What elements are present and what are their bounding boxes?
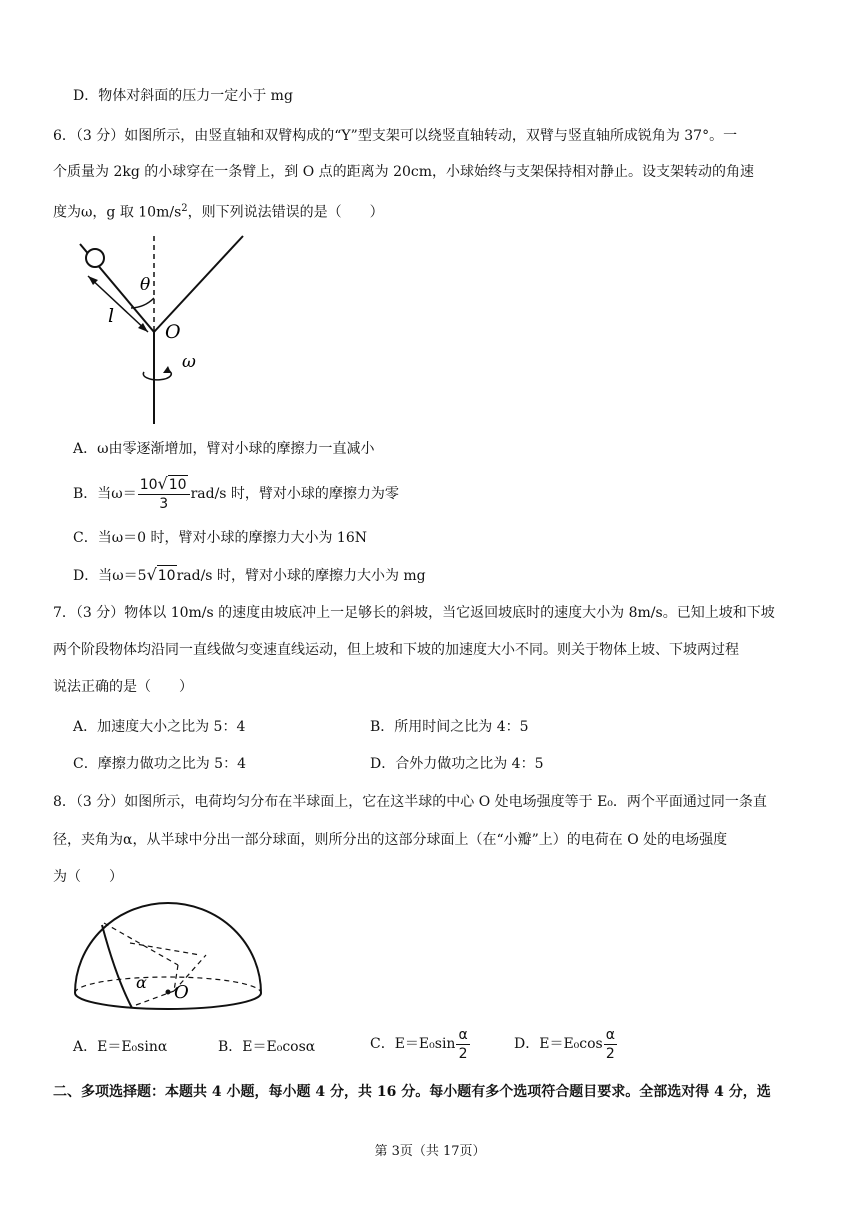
q7-option-a: A．加速度大小之比为 5：4 — [73, 719, 246, 735]
q7-stem-line3: 说法正确的是（ ） — [53, 679, 193, 695]
page-footer: 第 3页（共 17页） — [374, 1144, 486, 1159]
q8-option-b: B．E＝E₀cosα — [218, 1039, 316, 1055]
q6-stem-line1: 6．（3 分）如图所示，由竖直轴和双臂构成的“Y”型支架可以绕竖直轴转动，双臂与竖直轴所成锐角为 37°。一 — [53, 128, 738, 144]
svg-text:l: l — [108, 305, 115, 327]
svg-text:ω: ω — [182, 352, 196, 372]
q8-figure-hemisphere — [70, 895, 270, 1020]
q6-stem-line3: 度为ω，g 取 $10m/s^2$，则下列说法错误的是（ ） — [53, 203, 384, 221]
ball-icon — [86, 249, 104, 267]
q7-stem-line1: 7．（3 分）物体以 10m/s 的速度由坡底冲上一足够长的斜坡，当它返回坡底时的速度大小为 8m/s。已知上坡和下坡 — [53, 605, 775, 621]
q5-option-d: D．物体对斜面的压力一定小于 mg — [73, 88, 293, 104]
q8-option-c: C．E＝E₀sin $\frac{\alpha}{2}$ — [370, 1026, 468, 1062]
q7-option-d: D．合外力做功之比为 4：5 — [370, 756, 544, 772]
q7-option-c: C．摩擦力做功之比为 5：4 — [73, 756, 246, 772]
section2-heading: 二、多项选择题：本题共 4 小题，每小题 4 分，共 16 分。每小题有多个选项符合题目要求。全部选对得 4 分，选 — [53, 1084, 771, 1100]
q8-stem-line3: 为（ ） — [53, 869, 123, 885]
q6-option-c: C．当ω＝0 时，臂对小球的摩擦力大小为 16N — [73, 530, 367, 546]
svg-text:α: α — [136, 973, 147, 992]
q7-stem-line2: 两个阶段物体均沿同一直线做匀变速直线运动，但上坡和下坡的加速度大小不同。则关于物体上坡、下坡两过程 — [53, 642, 739, 658]
q8-stem-line1: 8．（3 分）如图所示，电荷均匀分布在半球面上，它在这半球的中心 O 处电场强度等于 E₀．两个平面通过同一条直 — [53, 794, 767, 810]
q8-stem-line2: 径，夹角为α，从半球中分出一部分球面，则所分出的这部分球面上（在“小瓣”上）的电荷在 O 处的电场强度 — [53, 832, 728, 848]
q7-option-b: B．所用时间之比为 4：5 — [370, 719, 529, 735]
svg-text:θ: θ — [140, 275, 151, 295]
q6-figure-y-support — [70, 232, 250, 427]
q6-stem-line2: 个质量为 2kg 的小球穿在一条臂上，到 O 点的距离为 20cm，小球始终与支架保持相对静止。设支架转动的角速 — [53, 164, 755, 180]
q8-option-d: D．E＝E₀cos $\frac{\alpha}{2}$ — [514, 1026, 615, 1062]
q6-option-b: B．当ω＝ $\frac{10√10}{3}$ rad/s 时，臂对小球的摩擦力为零 — [73, 474, 399, 512]
q6-option-d: D．当ω＝5√10rad/s 时，臂对小球的摩擦力大小为 mg — [73, 565, 426, 584]
svg-text:O: O — [165, 321, 181, 343]
q6-option-a: A．ω由零逐渐增加，臂对小球的摩擦力一直减小 — [73, 441, 375, 457]
svg-text:O: O — [174, 982, 189, 1003]
q8-option-a: A．E＝E₀sinα — [73, 1039, 168, 1055]
